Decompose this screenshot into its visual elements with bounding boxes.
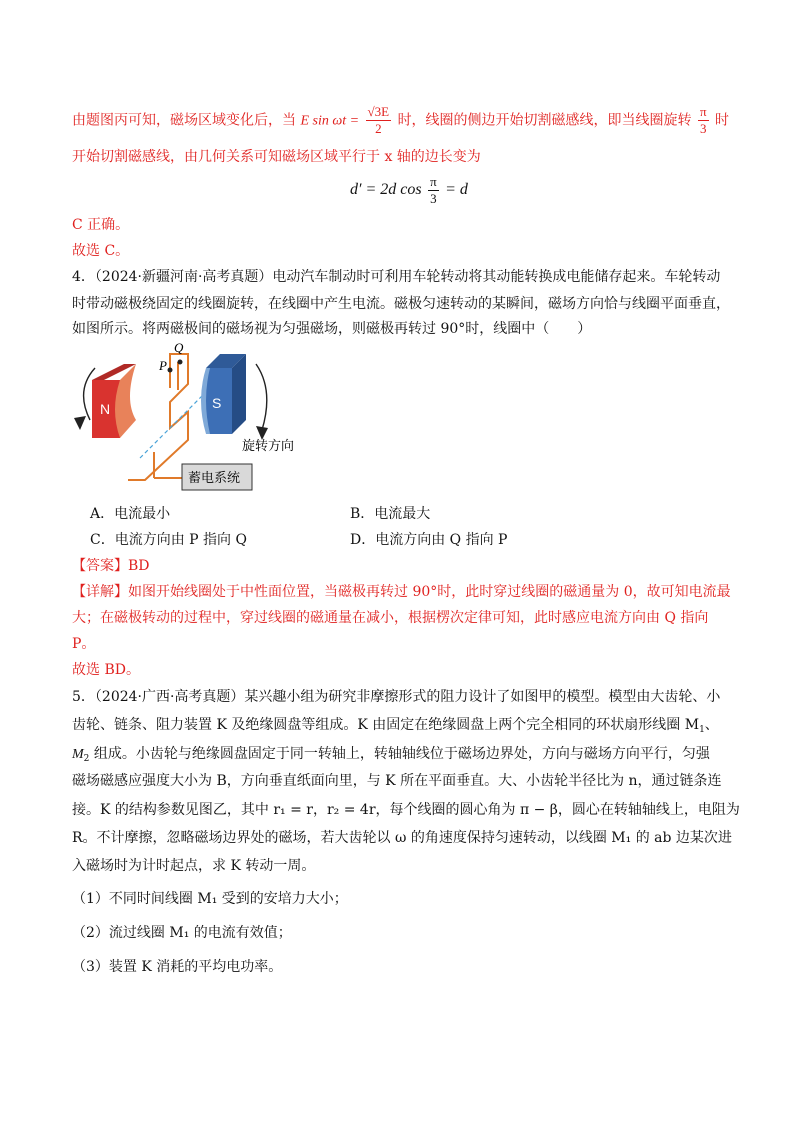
q3-formula-fraction [428,174,439,207]
q5-line3-M: M [72,747,84,762]
q5-line1: 5．（2024·广西·高考真题）某兴趣小组为研究非摩擦形式的阻力设计了如图甲的模型。模型由大齿轮、小 [72,689,721,705]
q5-line4: 磁场磁感应强度大小为 B，方向垂直纸面向里，与 K 所在平面垂直。大、小齿轮半径比为 n，通过链条连 [72,773,722,789]
q3-fraction-denominator: 2 [375,121,382,136]
q5-line6: R。不计摩擦，忽略磁场边界处的磁场，若大齿轮以 ω 的角速度保持匀速转动，以线圈 M₁ 的 ab 边某次进 [72,830,732,846]
q4-detail-line3: P。 [72,636,96,652]
right-rotation-arrow [256,364,267,430]
q3-line1-text-b: 时，线圈的侧边开始切割磁感线，即当线圈旋转 [397,112,692,129]
q3-formula-pi-denominator: 3 [430,190,437,206]
q5-line5: 接。K 的结构参数见图乙，其中 r₁ = r，r₂ = 4r，每个线圈的圆心角为 π − β，圆心在转轴轴线上，电阻为 [72,802,740,818]
q3-line1-formula: E sin ωt = [300,113,360,129]
q3-formula-pi-numerator: π [430,173,437,189]
point-P [168,368,173,373]
rotation-label: 旋转方向 [242,439,295,454]
storage-label: 蓄电系统 [188,471,241,486]
north-magnet-face [115,364,136,438]
q3-choose: 故选 C。 [72,243,130,259]
label-Q: Q [174,340,184,355]
q5-line3 [72,743,730,770]
label-P: P [159,358,167,373]
q4-figure [70,340,330,500]
q5-sub3: （3）装置 K 消耗的平均电功率。 [72,959,283,975]
option-B: B．电流最大 [350,506,431,522]
q4-answer: 【答案】BD [72,558,150,574]
right-arrowhead [256,426,268,440]
q3-formula-lhs: d′ = 2d cos [350,181,422,198]
q5-line2-end: 、 [704,717,719,733]
south-magnet-side [232,354,246,434]
north-label: N [100,401,111,417]
q3-formula-rhs: = d [445,181,468,198]
q3-pi-denominator: 3 [700,121,707,136]
south-label: S [212,395,222,411]
option-C: C．电流方向由 P 指向 Q [90,532,247,548]
q5-line2 [72,714,730,741]
left-arrowhead [74,416,86,430]
q5-line2-subscript: 1 [699,725,705,735]
q3-line1-text-c: 时 [715,112,730,129]
q3-line2: 开始切割磁感线，由几何关系可知磁场区域平行于 x 轴的边长变为 [72,149,481,165]
q3-line1 [72,104,730,137]
q3-line1-fraction [366,104,392,137]
q4-detail-line2: 大；在磁极转动的过程中，穿过线圈的磁通量在减小，根据楞次定律可知，此时感应电流方向由 Q 指向 [72,610,709,626]
q5-line7: 入磁场时为计时起点，求 K 转动一周。 [72,858,316,874]
q3-formula [350,172,468,208]
q5-line3-text: 组成。小齿轮与绝缘圆盘固定于同一转轴上，转轴轴线位于磁场边界处，方向与磁场方向平行，匀强 [89,746,710,762]
q3-line1-pi-fraction [698,104,709,137]
q4-stem-line1: 4．（2024·新疆河南·高考真题）电动汽车制动时可利用车轮转动将其动能转换成电能储存起来。车轮转动 [72,269,721,285]
point-Q [178,360,183,365]
option-A: A．电流最小 [90,506,171,522]
q5-line3-subscript: 2 [83,754,90,764]
q3-fraction-numerator: √3E [367,104,390,119]
q5-line2-text: 齿轮、链条、阻力装置 K 及绝缘圆盘等组成。K 由固定在绝缘圆盘上两个完全相同的环状扇形线圈 M [72,717,700,733]
q3-line1-text-a: 由题图丙可知，磁场区域变化后，当 [72,112,296,129]
q3-pi-numerator: π [700,104,707,119]
option-D: D．电流方向由 Q 指向 P [350,532,508,548]
q4-stem-line3: 如图所示。将两磁极间的磁场视为匀强磁场，则磁极再转过 90°时，线圈中（ ） [72,321,592,337]
q3-verdict: C 正确。 [72,217,130,233]
q4-stem-line2: 时带动磁极绕固定的线圈旋转，在线圈中产生电流。磁极匀速转动的某瞬间，磁场方向恰与线圈平面垂直， [72,296,730,312]
q5-sub1: （1）不同时间线圈 M₁ 受到的安培力大小； [72,891,348,907]
q4-detail-line1: 【详解】如图开始线圈处于中性面位置，当磁极再转过 90°时，此时穿过线圈的磁通量为 0，故可知电流最 [72,584,731,600]
q5-sub2: （2）流过线圈 M₁ 的电流有效值； [72,925,292,941]
q4-choose: 故选 BD。 [72,662,140,678]
